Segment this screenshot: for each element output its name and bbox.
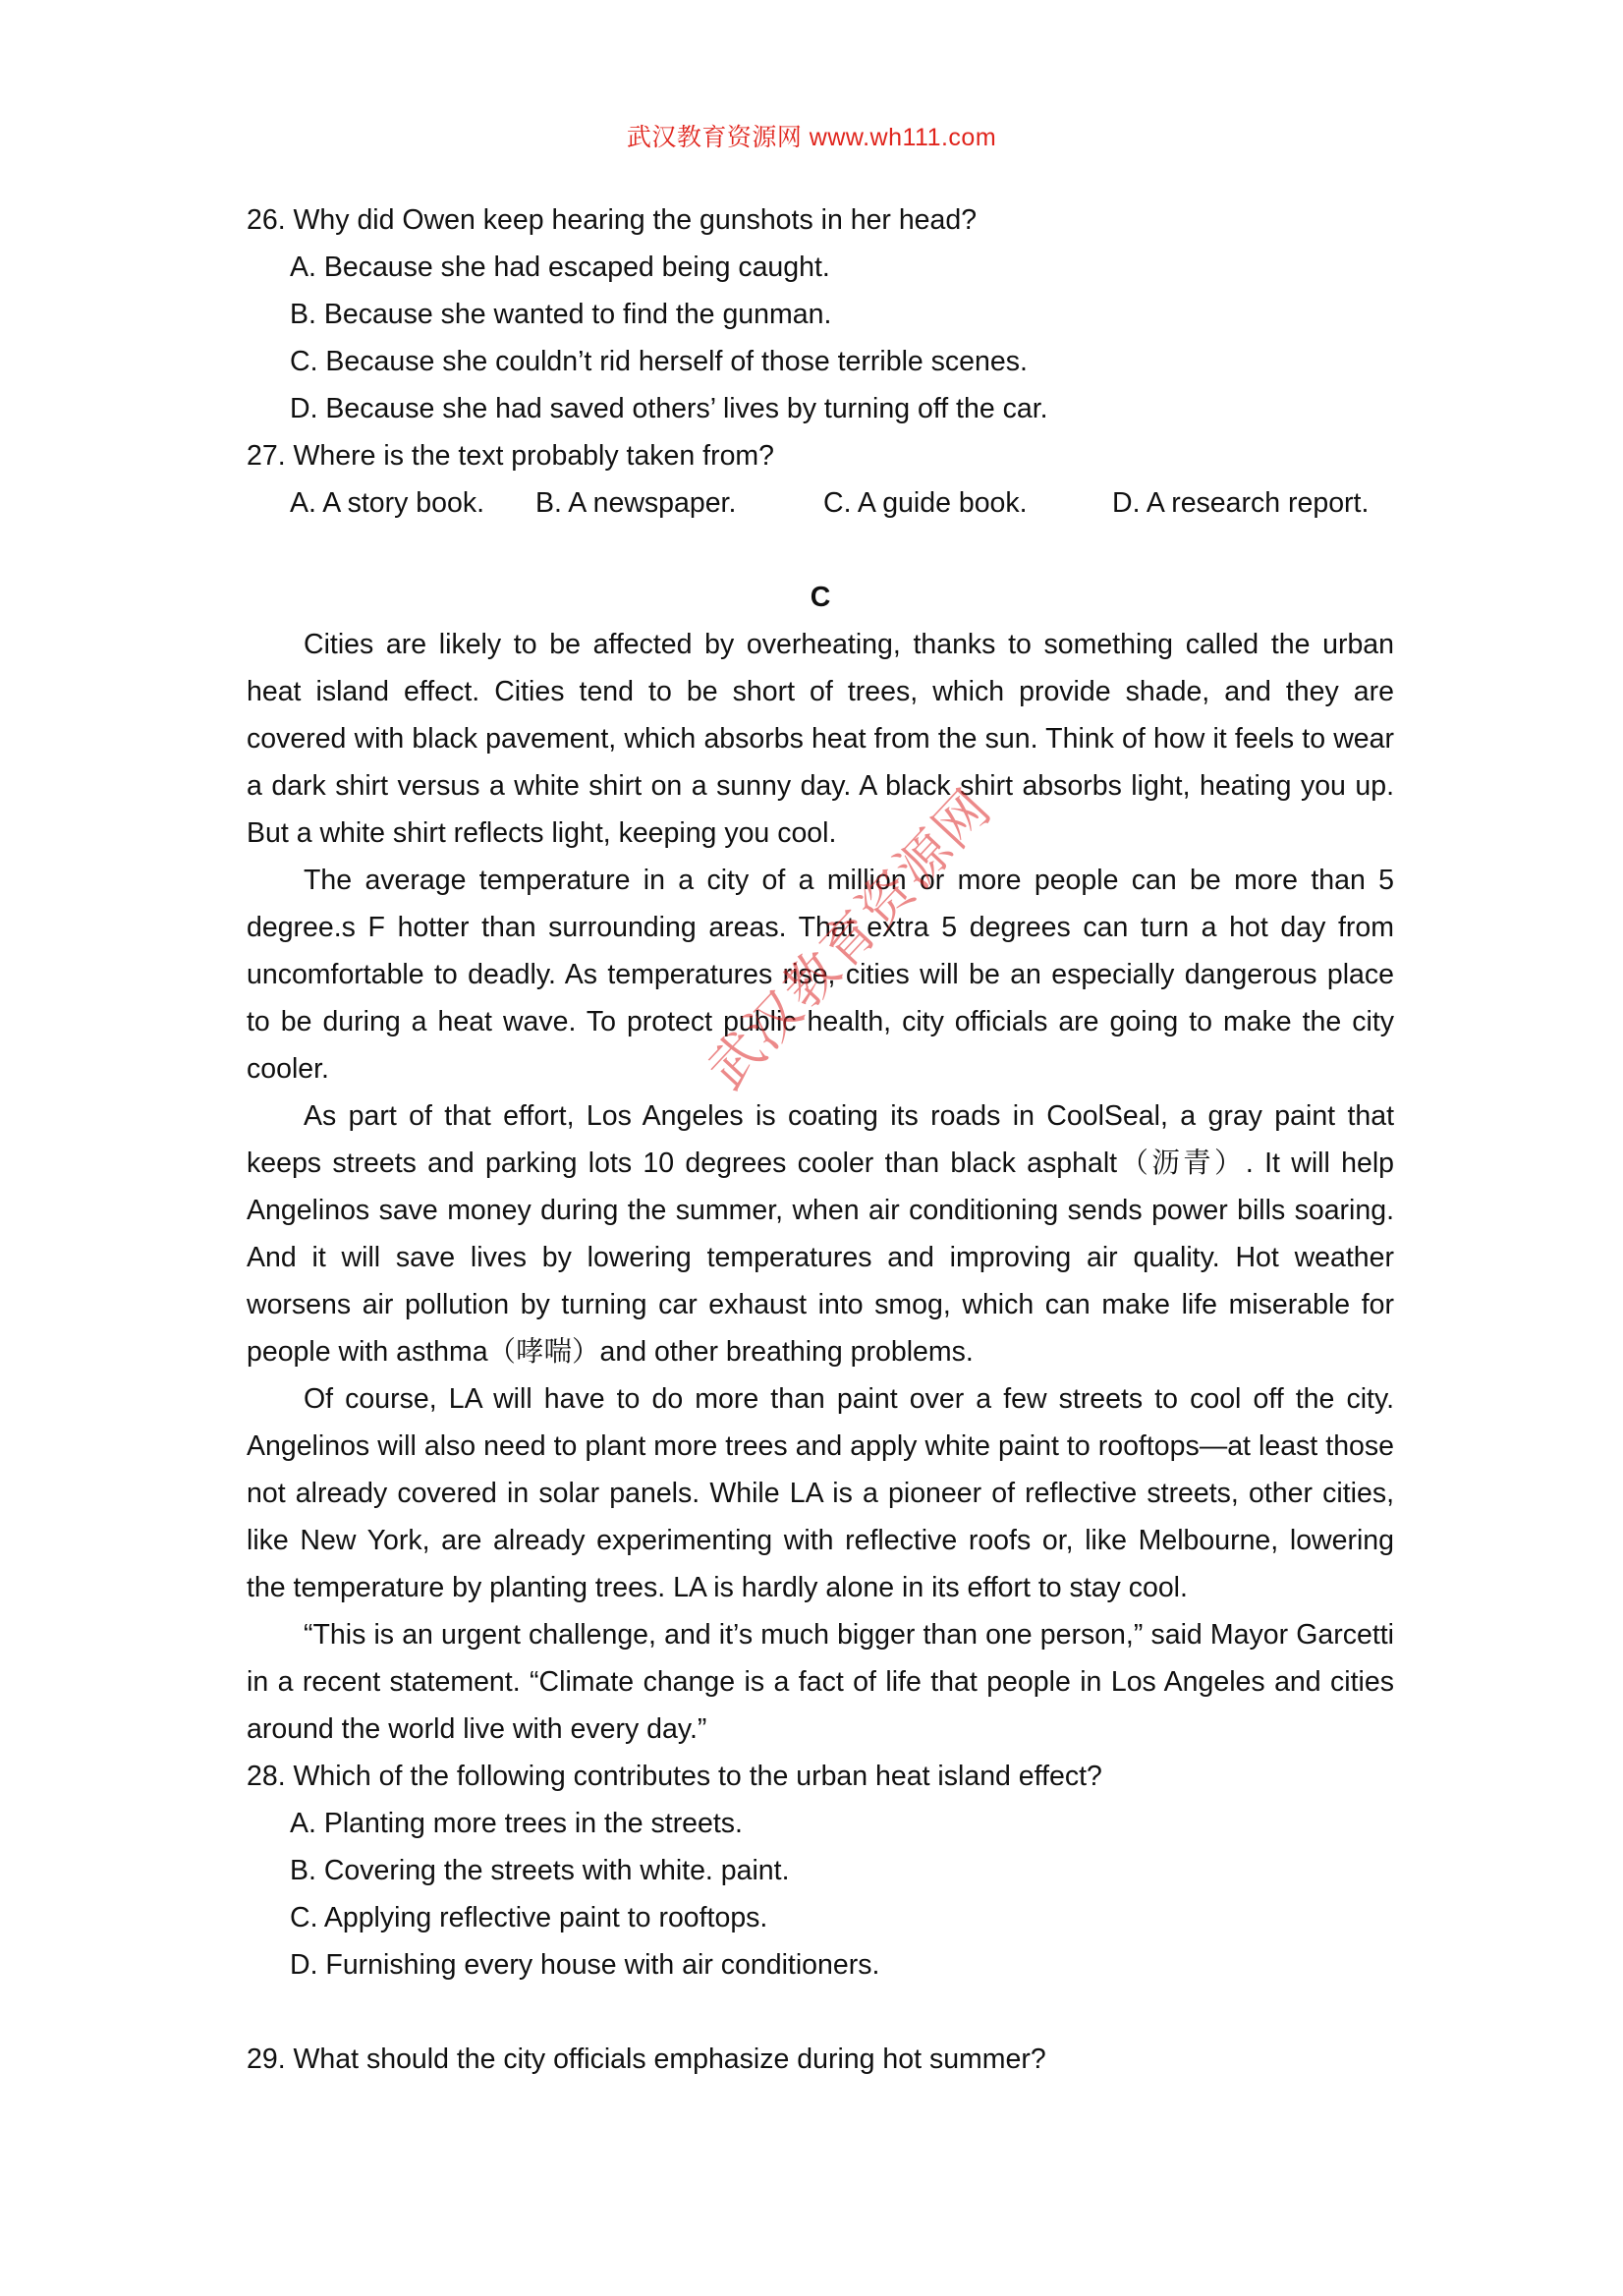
question-29: 29. What should the city officials emphasize during hot summer?	[247, 2044, 1046, 2075]
section-title: C	[810, 582, 831, 613]
passage-paragraph-5: “This is an urgent challenge, and it’s much bigger than one person,” said Mayor Garcetti in a recent statement. “Climate change is a fact of life that people in Los Angeles and cities around the world live with every day.”	[247, 1619, 1394, 1745]
q27-options-row	[247, 479, 1394, 527]
q26-option-b: B. Because she wanted to find the gunman.	[290, 299, 832, 330]
passage-paragraph-1: Cities are likely to be affected by overheating, thanks to something called the urban heat island effect. Cities tend to be short of trees, which provide shade, and they are covered with black pavement, which absorbs heat from the sun. Think of how it feels to wear a dark shirt versus a white shirt on a sunny day. A black shirt absorbs light, heating you up. But a white shirt reflects light, keeping you cool.	[247, 629, 1394, 849]
q27-option-a: A. A story book.	[290, 487, 485, 519]
document-content	[247, 196, 1394, 2083]
q28-option-c: C. Applying reflective paint to rooftops.	[290, 1902, 768, 1933]
question-26: 26. Why did Owen keep hearing the gunshots in her head?	[247, 204, 978, 236]
watermark: 武汉教育资源网	[696, 776, 1004, 1101]
site-header: 武汉教育资源网 www.wh111.com	[626, 124, 997, 151]
passage-paragraph-4: Of course, LA will have to do more than paint over a few streets to cool off the city. Angelinos will also need to plant more trees and apply white paint to rooftops—at least those not already covered in solar panels. While LA is a pioneer of reflective streets, other cities, like New York, are already experimenting with reflective roofs or, like Melbourne, lowering the temperature by planting trees. LA is hardly alone in its effort to stay cool.	[247, 1383, 1394, 1603]
passage-paragraph-2: The average temperature in a city of a million or more people can be more than 5 degree.s F hotter than surrounding areas. That extra 5 degrees can turn a hot day from uncomfortable to deadly. As temperatures rise, cities will be an especially dangerous place to be during a heat wave. To protect public health, city officials are going to make the city cooler.	[247, 865, 1394, 1085]
q27-option-b: B. A newspaper.	[535, 487, 737, 519]
question-27: 27. Where is the text probably taken from?	[247, 440, 775, 472]
q28-option-a: A. Planting more trees in the streets.	[290, 1808, 743, 1839]
question-28: 28. Which of the following contributes to the urban heat island effect?	[247, 1761, 1102, 1792]
q26-option-c: C. Because she couldn’t rid herself of those terrible scenes.	[290, 346, 1028, 377]
q27-option-d: D. A research report.	[1112, 487, 1370, 519]
q28-option-d: D. Furnishing every house with air conditioners.	[290, 1949, 880, 1981]
passage-paragraph-3: As part of that effort, Los Angeles is coating its roads in CoolSeal, a gray paint that keeps streets and parking lots 10 degrees cooler than black asphalt（沥青）. It will help Angelinos save money during the summer, when air conditioning sends power bills soaring. And it will save lives by lowering temperatures and improving air quality. Hot weather worsens air pollution by turning car exhaust into smog, which can make life miserable for people with asthma（哮喘）and other breathing problems.	[247, 1100, 1394, 1368]
q27-option-c: C. A guide book.	[823, 487, 1028, 519]
spacer	[247, 1988, 1394, 2036]
q26-option-d: D. Because she had saved others’ lives by turning off the car.	[290, 393, 1048, 424]
q26-option-a: A. Because she had escaped being caught.	[290, 252, 830, 283]
q28-option-b: B. Covering the streets with white. paint.	[290, 1855, 790, 1886]
